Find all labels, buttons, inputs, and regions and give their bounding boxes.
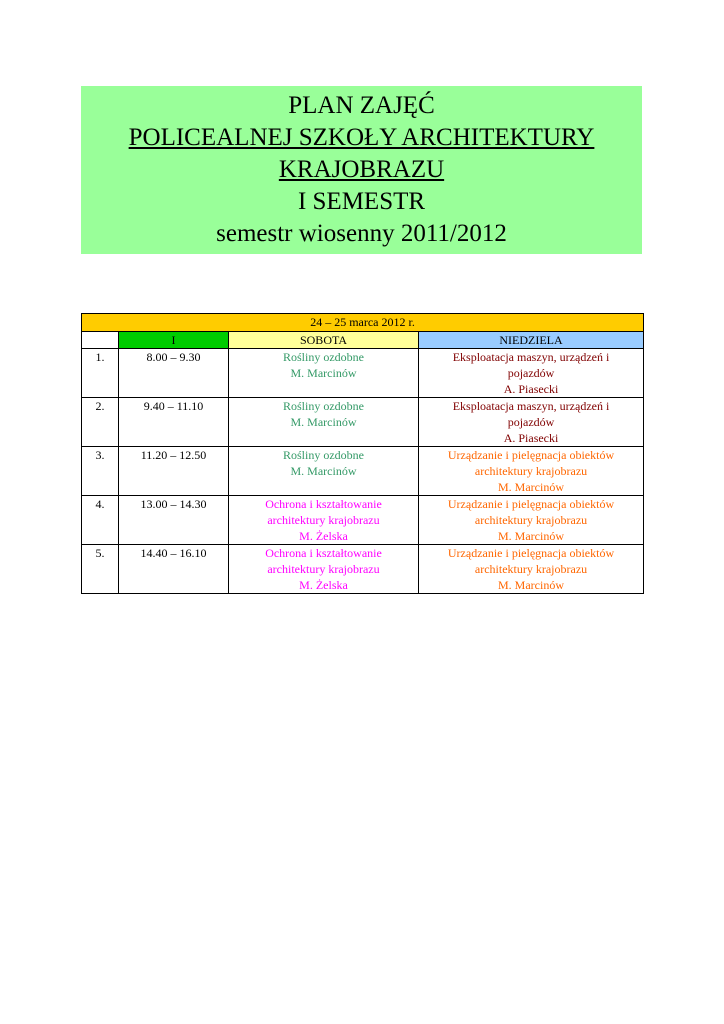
class-subject: Urządzanie i pielęgnacja obiektów <box>447 448 615 462</box>
sunday-class <box>419 496 644 545</box>
row-number: 3. <box>82 447 119 496</box>
class-subject-cont: architektury krajobrazu <box>267 513 380 527</box>
class-subject: Urządzanie i pielęgnacja obiektów <box>447 546 615 560</box>
row-number: 1. <box>82 349 119 398</box>
table-row <box>82 447 644 496</box>
row-number: 5. <box>82 545 119 594</box>
class-subject-cont: architektury krajobrazu <box>474 562 588 576</box>
row-time: 11.20 – 12.50 <box>119 447 229 496</box>
class-subject-cont: architektury krajobrazu <box>267 562 380 576</box>
class-teacher: M. Marcinów <box>290 415 357 429</box>
header-blank <box>82 332 119 349</box>
table-row <box>82 496 644 545</box>
class-teacher: M. Marcinów <box>290 366 357 380</box>
header-row <box>82 332 644 349</box>
saturday-class <box>229 447 419 496</box>
title-line-4: I SEMESTR <box>297 188 426 215</box>
class-subject: Ochrona i kształtowanie <box>265 546 382 560</box>
class-subject-cont: architektury krajobrazu <box>474 513 588 527</box>
header-niedziela: NIEDZIELA <box>419 332 644 349</box>
title-line-1: PLAN ZAJĘĆ <box>288 92 435 119</box>
sunday-class <box>419 349 644 398</box>
saturday-class <box>229 496 419 545</box>
row-time: 13.00 – 14.30 <box>119 496 229 545</box>
class-subject: Rośliny ozdobne <box>283 350 364 364</box>
saturday-class <box>229 349 419 398</box>
title-line-3: KRAJOBRAZU <box>278 156 445 183</box>
class-subject: Urządzanie i pielęgnacja obiektów <box>447 497 615 511</box>
title-line-5: semestr wiosenny 2011/2012 <box>216 220 507 247</box>
row-time: 14.40 – 16.10 <box>119 545 229 594</box>
row-number: 4. <box>82 496 119 545</box>
header-i: I <box>119 332 229 349</box>
table-row <box>82 349 644 398</box>
class-teacher: M. Żelska <box>299 529 348 543</box>
header-sobota: SOBOTA <box>229 332 419 349</box>
title-line-2: POLICEALNEJ SZKOŁY ARCHITEKTURY <box>128 124 595 151</box>
schedule-table <box>81 313 644 594</box>
class-teacher: A. Piasecki <box>503 431 559 445</box>
class-subject-cont: pojazdów <box>507 366 555 380</box>
class-subject: Ochrona i kształtowanie <box>265 497 382 511</box>
class-subject-cont: architektury krajobrazu <box>474 464 588 478</box>
sunday-class <box>419 545 644 594</box>
class-subject: Eksploatacja maszyn, urządzeń i <box>452 399 610 413</box>
class-subject: Eksploatacja maszyn, urządzeń i <box>452 350 610 364</box>
class-teacher: M. Marcinów <box>290 464 357 478</box>
class-teacher: M. Żelska <box>299 578 348 592</box>
class-subject: Rośliny ozdobne <box>283 448 364 462</box>
class-teacher: A. Piasecki <box>503 382 559 396</box>
title-box <box>81 86 642 254</box>
table-row <box>82 398 644 447</box>
class-teacher: M. Marcinów <box>498 480 565 494</box>
row-time: 9.40 – 11.10 <box>119 398 229 447</box>
date-row <box>82 314 644 332</box>
table-row <box>82 545 644 594</box>
row-number: 2. <box>82 398 119 447</box>
class-teacher: M. Marcinów <box>498 529 565 543</box>
date-cell: 24 – 25 marca 2012 r. <box>82 314 644 332</box>
sunday-class <box>419 447 644 496</box>
class-teacher: M. Marcinów <box>498 578 565 592</box>
sunday-class <box>419 398 644 447</box>
saturday-class <box>229 398 419 447</box>
class-subject: Rośliny ozdobne <box>283 399 364 413</box>
saturday-class <box>229 545 419 594</box>
row-time: 8.00 – 9.30 <box>119 349 229 398</box>
class-subject-cont: pojazdów <box>507 415 555 429</box>
